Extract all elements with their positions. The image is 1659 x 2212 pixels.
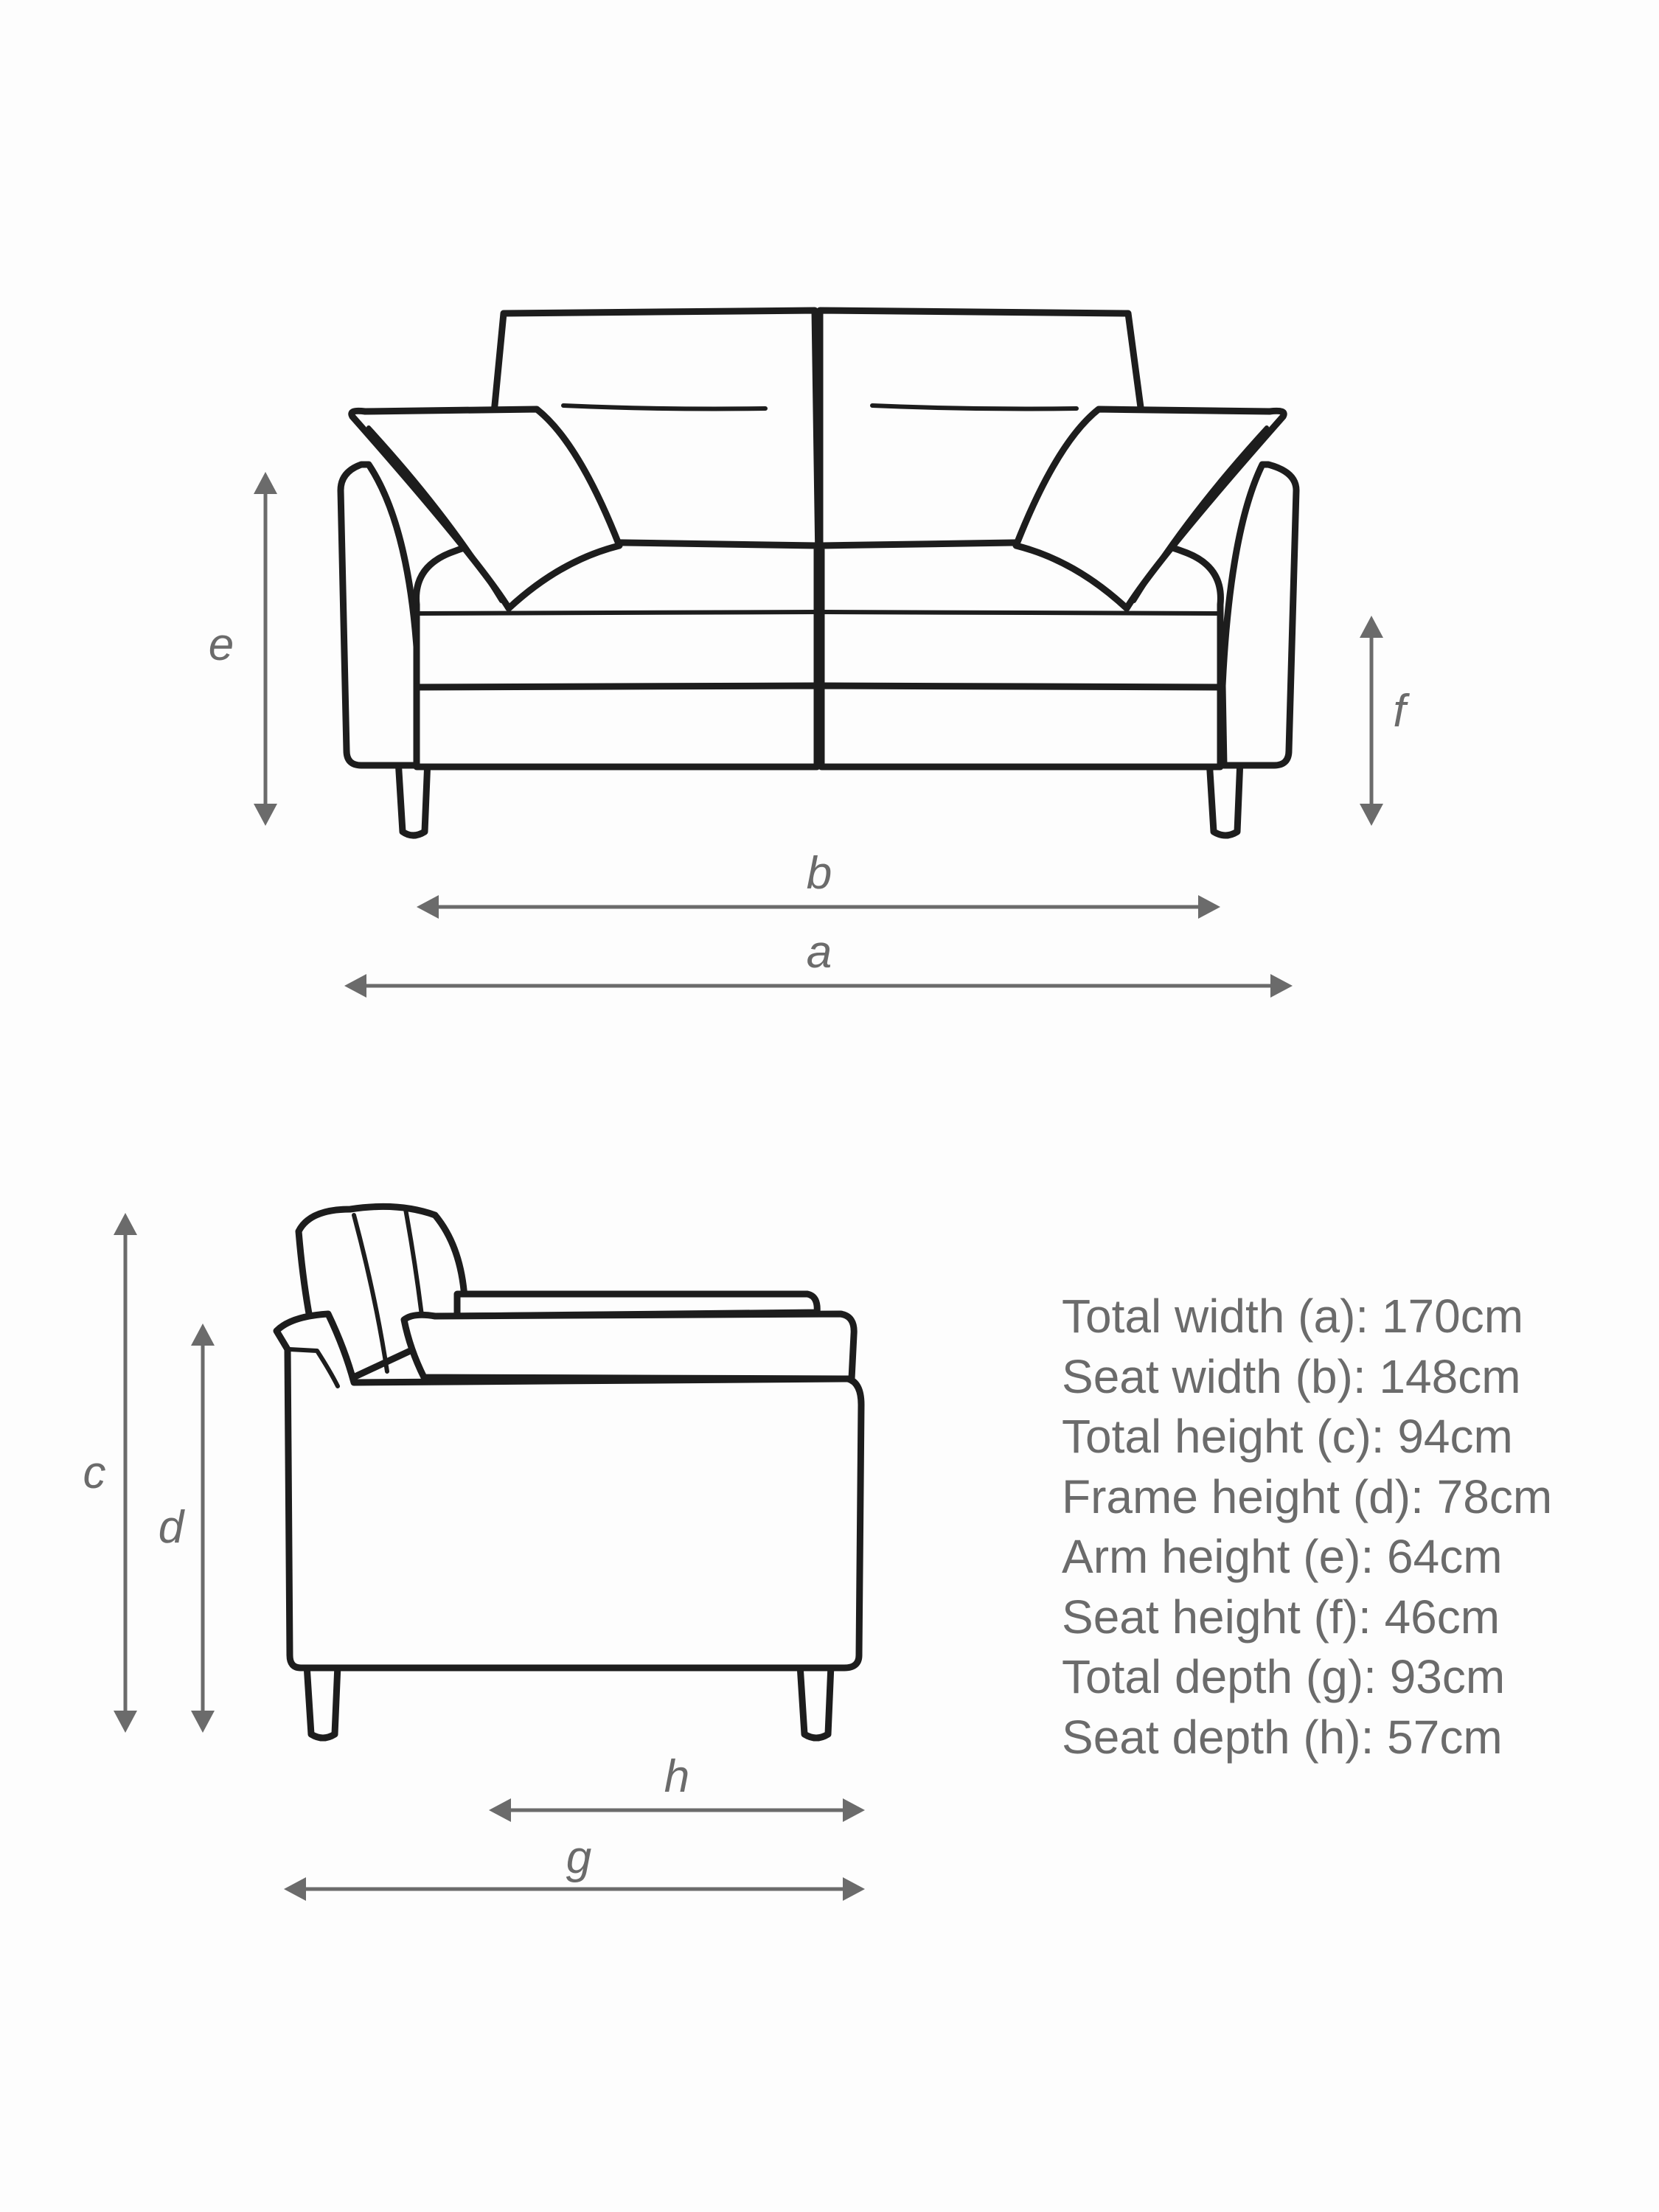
dimension-b bbox=[417, 848, 1220, 919]
front-left-leg bbox=[398, 759, 428, 835]
spec-total-width: Total width (a): 170cm bbox=[1062, 1290, 1524, 1343]
spec-total-depth: Total depth (g): 93cm bbox=[1062, 1650, 1506, 1703]
dimension-g bbox=[284, 1832, 865, 1901]
sofa-front-view bbox=[341, 310, 1296, 835]
label-e: e bbox=[208, 619, 234, 670]
label-d: d bbox=[158, 1502, 184, 1553]
label-g: g bbox=[566, 1832, 592, 1883]
dimension-f bbox=[1360, 616, 1410, 826]
spec-seat-height: Seat height (f): 46cm bbox=[1062, 1590, 1500, 1644]
left-arm bbox=[341, 465, 419, 765]
spec-arm-height: Arm height (e): 64cm bbox=[1062, 1530, 1503, 1583]
dimension-e bbox=[209, 472, 277, 826]
spec-seat-depth: Seat depth (h): 57cm bbox=[1062, 1710, 1503, 1764]
front-right-leg bbox=[1209, 759, 1240, 835]
label-c: c bbox=[83, 1447, 106, 1498]
spec-frame-height: Frame height (d): 78cm bbox=[1062, 1470, 1553, 1523]
label-a: a bbox=[806, 927, 832, 978]
right-arm bbox=[1222, 465, 1296, 765]
spec-seat-width: Seat width (b): 148cm bbox=[1062, 1349, 1521, 1403]
dimension-h bbox=[489, 1751, 865, 1822]
dimension-a bbox=[344, 927, 1293, 998]
dimension-specs-list bbox=[1062, 1287, 1637, 1767]
side-seat-cushion bbox=[404, 1314, 854, 1379]
sofa-side-view bbox=[276, 1206, 861, 1738]
label-f: f bbox=[1393, 686, 1406, 737]
label-b: b bbox=[806, 848, 832, 899]
spec-total-height: Total height (c): 94cm bbox=[1062, 1410, 1513, 1463]
side-front-leg bbox=[307, 1665, 338, 1738]
dimension-c bbox=[83, 1213, 138, 1733]
label-h: h bbox=[664, 1751, 690, 1802]
side-back-leg bbox=[800, 1665, 831, 1738]
dimension-d bbox=[159, 1324, 215, 1733]
